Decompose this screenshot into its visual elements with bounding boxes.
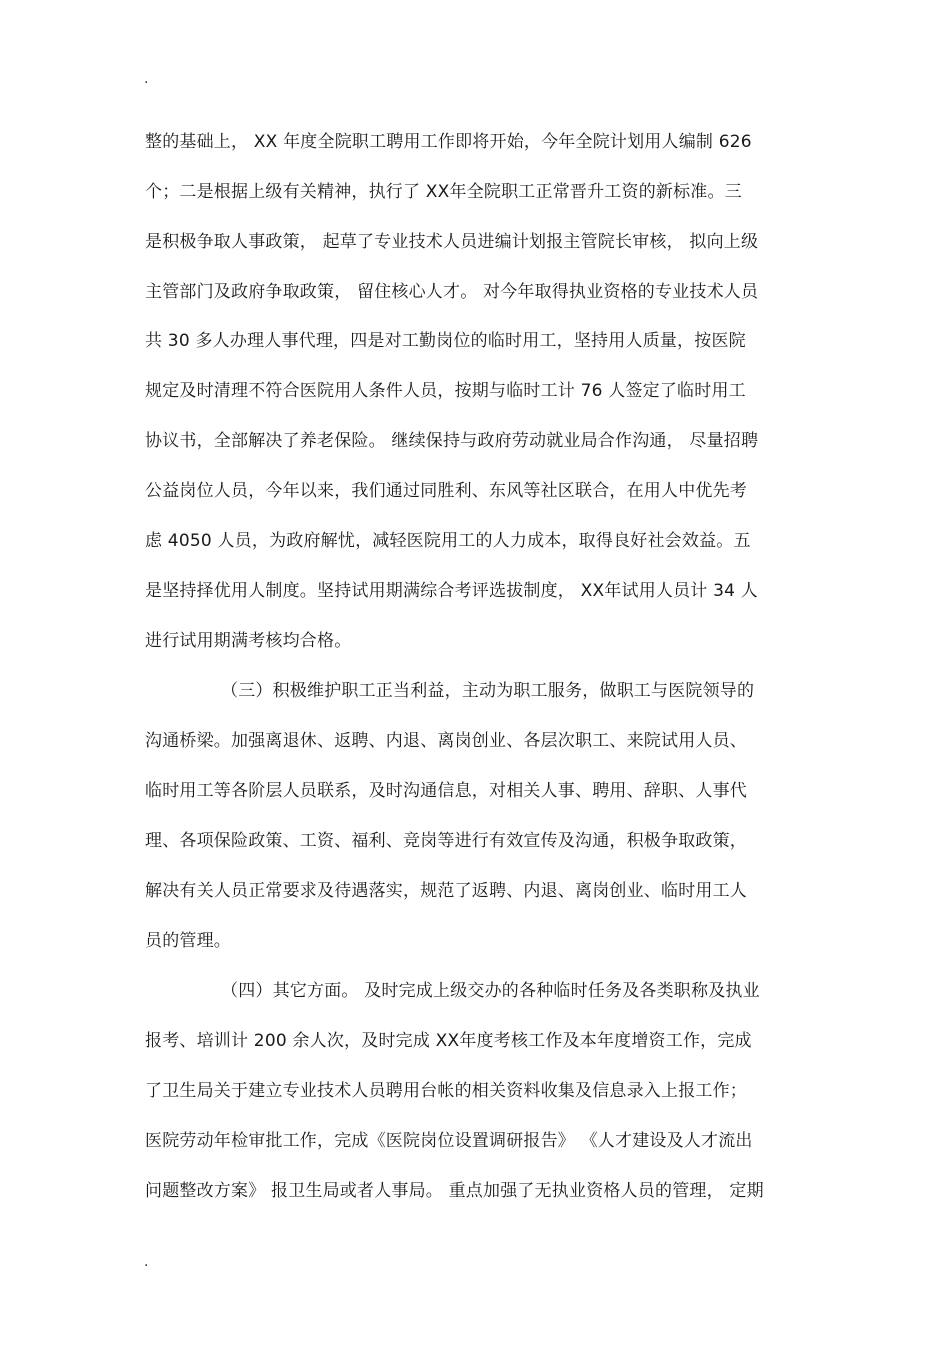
text-line: 报考、培训计 200 余人次，及时完成 XX年度考核工作及本年度增资工作，完成 [145, 1031, 752, 1051]
paragraph-heading-3: （三）积极维护职工正当利益，主动为职工服务，做职工与医院领导的 [221, 681, 755, 701]
text-line: 问题整改方案》 报卫生局或者人事局。 重点加强了无执业资格人员的管理， 定期 [145, 1181, 764, 1201]
text-line: 整的基础上， XX 年度全院职工聘用工作即将开始，今年全院计划用人编制 626 [145, 132, 752, 152]
text-line: 医院劳动年检审批工作，完成《医院岗位设置调研报告》 《人才建设及人才流出 [145, 1131, 753, 1151]
top-page-marker: . [144, 71, 149, 87]
text-line: 主管部门及政府争取政策， 留住核心人才。 对今年取得执业资格的专业技术人员 [145, 282, 759, 302]
text-line: 进行试用期满考核均合格。 [145, 631, 352, 651]
text-line: 临时用工等各阶层人员联系，及时沟通信息，对相关人事、聘用、辞职、人事代 [145, 781, 747, 801]
text-line: 规定及时清理不符合医院用人条件人员，按期与临时工计 76 人签定了临时用工 [145, 381, 746, 401]
text-line: 解决有关人员正常要求及待遇落实，规范了返聘、内退、离岗创业、临时用工人 [145, 881, 747, 901]
text-line: 了卫生局关于建立专业技术人员聘用台帐的相关资料收集及信息录入上报工作； [145, 1081, 747, 1101]
text-line: 虑 4050 人员，为政府解忧，减轻医院用工的人力成本，取得良好社会效益。五 [145, 531, 751, 551]
text-line: 协议书，全部解决了养老保险。 继续保持与政府劳动就业局合作沟通， 尽量招聘 [145, 431, 759, 451]
text-line: 共 30 多人办理人事代理，四是对工勤岗位的临时用工，坚持用人质量，按医院 [145, 331, 746, 351]
text-line: 是积极争取人事政策， 起草了专业技术人员进编计划报主管院长审核， 拟向上级 [145, 232, 759, 252]
text-line: 沟通桥梁。加强离退休、返聘、内退、离岗创业、各层次职工、来院试用人员、 [145, 731, 747, 751]
paragraph-heading-4: （四）其它方面。 及时完成上级交办的各种临时任务及各类职称及执业 [221, 981, 760, 1001]
text-line: 公益岗位人员，今年以来，我们通过同胜利、东风等社区联合，在用人中优先考 [145, 481, 747, 501]
text-line: 员的管理。 [145, 931, 231, 951]
text-line: 个；二是根据上级有关精神，执行了 XX年全院职工正常晋升工资的新标准。三 [145, 182, 742, 202]
text-line: 理、各项保险政策、工资、福利、竞岗等进行有效宣传及沟通，积极争取政策， [145, 831, 747, 851]
text-line: 是坚持择优用人制度。坚持试用期满综合考评选拔制度， XX年试用人员计 34 人 [145, 581, 758, 601]
bottom-page-marker: . [144, 1254, 149, 1270]
